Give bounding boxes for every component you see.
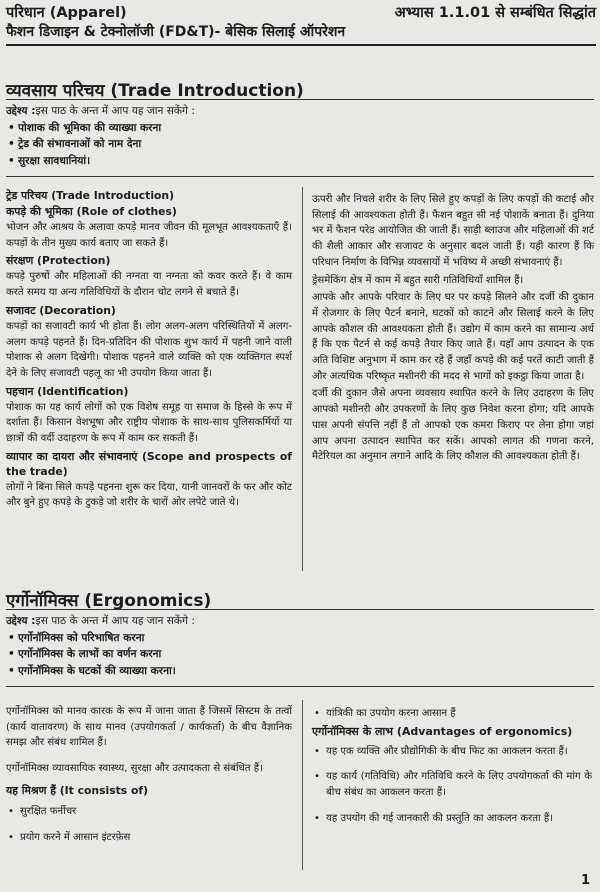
list-item: • यह कार्य (गतिविधि) और गतिविधि करने के लिए उपयोगकर्ता की मांग के बीच संबंध का आकलन करता हैं। — [312, 769, 592, 800]
list-item: • एर्गोनॉमिक्स के घटकों की व्याख्या करना। — [8, 663, 592, 680]
list-item: • पोशाक की भूमिका की व्याख्या करना — [8, 120, 592, 137]
heading-role-of-clothes: कपड़े की भूमिका (Role of clothes) — [6, 205, 177, 218]
paragraph-dressmaking: ड्रेसमेकिंग क्षेत्र में काम में बहुत सारी गतिविधियाँ शामिल हैं। — [312, 274, 524, 286]
mechanics-list — [312, 706, 592, 722]
course-title: फैशन डिजाइन & टेक्नोलॉजी (FD&T)- बेसिक सिलाई ऑपरेशन — [6, 24, 346, 40]
paragraph-identification: पोशाक का यह कार्य लोगों को एक विशेष समूह या समाज के हिस्से के रूप में दर्शाता हैं। किसान वेशभूषा और राष्ट्रीय पोशाक के साथ-साथ पुलिसकर्मियों या छात्रों की वर्दी उदाहरण के रूप में काम कर सकती हैं। — [6, 401, 292, 445]
objective-intro-text: इस पाठ के अन्त में आप यह जान सकेंगे : — [35, 615, 195, 627]
objective-intro-text: इस पाठ के अन्त में आप यह जान सकेंगे : — [35, 105, 195, 117]
objective-intro — [6, 613, 592, 630]
objectives-list — [6, 120, 592, 170]
paragraph-decoration: कपड़ों का सजावटी कार्य भी होता हैं। लोग अलग-अलग परिस्थितियों में अलग-अलग कपड़े पहनते हैं। दिन-प्रतिदिन की पोशाक शुभ कार्य में पहनी जाने वाली पोशाक से अलग दिखेगी। पोशाक पहनने वाले व्यक्ति को एक व्यक्तिगत स्पर्श देने के लिए सजावटी पहलू का भी उपयोग किया जाता हैं। — [6, 320, 292, 379]
heading-consists-of: यह मिश्रण हैं (It consists of) — [6, 783, 149, 797]
section-title-trade-introduction: व्यवसाय परिचय (Trade Introduction) — [6, 81, 304, 101]
list-item: • यांत्रिकी का उपयोग करना आसान हैं — [312, 706, 592, 722]
list-item: • एर्गोनॉमिक्स को परिभाषित करना — [8, 630, 592, 647]
paragraph-skills: आपके और आपके परिवार के लिए घर पर कपड़े सिलने और दर्जी की दुकान में रोजगार के लिए पैटर्न बनाने, घटकों को काटने और सिलाई करने के लिए आपके कौशल की आवश्यकता होती हैं। उद्योग में काम करने का सामान्य अर्थ हैं कि एक पैटर्न से कई कपड़े तैयार किए जाते हैं। यहाँ आप उत्पादन के एक अति विशिष्ट अनुभाग में काम कर रहे हैं जहाँ कपड़े की कई परतें काटी जाती हैं और अत्यधिक परिष्कृत मशीनरी की मदद से भागों को इकट्ठा किया जाता है। — [312, 292, 594, 382]
section-title-ergonomics: एर्गोनॉमिक्स (Ergonomics) — [6, 591, 212, 611]
paragraph-ergonomics-definition: एर्गोनॉमिक्स को मानव कारक के रूप में जाना जाता हैं जिसमें सिस्टम के तत्वों (कार्य वातावरण) के साथ मानव (उपयोगकर्ता / कार्यकर्ता) के बीच वैज्ञानिक समझ और संबंध शामिल हैं। — [6, 706, 292, 749]
paragraph-fashion: ऊपरी और निचले शरीर के लिए सिले हुए कपड़ों के लिए कपड़ों की कटाई और सिलाई की आवश्यकता होती हैं। फैशन बहुत सी नई पोशाकें बनाता हैं। दुनिया भर में फैशन परेड आयोजित की जाती हैं। साड़ी ब्लाउज और महिलाओं की शर्ट की शैली आकार और सजावट के अनुसार बदल जाती हैं। यही कारण हैं कि परिधान निर्माण के विभिन्न व्यवसायों में भविष्य में अच्छी संभावनाएं हैं। — [312, 194, 594, 268]
left-column-ergonomics — [6, 704, 292, 855]
list-item: • यह एक व्यक्ति और प्रौद्योगिकी के बीच फिट का आकलन करता हैं। — [312, 744, 592, 760]
objectives-box — [6, 103, 592, 169]
paragraph-role: भोजन और आश्रय के अलावा कपड़े मानव जीवन की मूलभूत आवश्यकताएँ हैं। कपड़ों के तीन मुख्य कार्य बताए जा सकते हैं। — [6, 222, 292, 249]
section-divider — [6, 176, 594, 177]
paragraph-ergonomics-health: एर्गोनॉमिक्स व्यावसायिक स्वास्थ्य, सुरक्षा और उत्पादकता से संबंधित हैं। — [6, 763, 263, 775]
heading-decoration: सजावट (Decoration) — [6, 303, 116, 317]
objective-label: उद्देश्य : — [6, 615, 36, 627]
exercise-reference: अभ्यास 1.1.01 से सम्बंधित सिद्धांत — [394, 5, 596, 21]
paragraph-business: दर्जी की दुकान जैसे अपना व्यवसाय स्थापित करने के लिए उदाहरण के लिए आपको मशीनरी और उपकरणों के लिए कुछ निवेश करना होगा; यदि आपके पास अपनी संपत्ति नहीं हैं तो आपको एक कमरा किराए पर लेना होगा जहां आप अपना उत्पादन स्थापित कर सकें। आपको लागत की गणना करने, मैटेरियल का अनुमान लगाने आदि के लिए कौशल की आवश्यकता होती हैं। — [312, 388, 594, 463]
column-separator — [302, 187, 303, 571]
section-divider — [6, 99, 594, 100]
heading-scope: व्यापार का दायरा और संभावनाएं (Scope and prospects of the trade) — [6, 449, 292, 478]
list-item: • सुरक्षित फर्नीचर — [6, 804, 292, 820]
heading-advantages: एर्गोनॉमिक्स के लाभ (Advantages of ergonomics) — [312, 724, 573, 738]
page-number: 1 — [580, 873, 590, 888]
advantages-list — [312, 744, 592, 827]
subject-title: परिधान (Apparel) — [6, 5, 127, 21]
heading-protection: संरक्षण (Protection) — [6, 254, 111, 268]
paragraph-protection: कपड़े पुरुषों और महिलाओं की नग्नता या नग्नता को कवर करते हैं। वे काम करते समय या अन्य गतिविधियों के दौरान चोट लगने से बचाते हैं। — [6, 271, 292, 299]
column-separator — [302, 700, 303, 870]
list-item: • सुरक्षा सावधानियां। — [8, 153, 592, 170]
section-divider — [6, 686, 594, 687]
list-item: • प्रयोग करने में आसान इंटरफ़ेस — [6, 830, 292, 846]
objectives-box — [6, 613, 592, 679]
right-column — [312, 192, 594, 467]
left-column — [6, 187, 292, 513]
paragraph-scope: लोगों ने बिना सिले कपड़े पहनना शुरू कर दिया, यानी जानवरों के फर और कोट और बुने हुए कपड़े के टुकड़े जो शरीर के चारों ओर लपेटे जाते थे। — [6, 481, 292, 509]
objective-label: उद्देश्य : — [6, 105, 36, 117]
list-item: • एर्गोनॉमिक्स के लाभों का वर्णन करना — [8, 646, 592, 663]
right-column-ergonomics — [312, 704, 592, 837]
heading-identification: पहचान (Identification) — [6, 384, 129, 398]
heading-trade-introduction: ट्रेड परिचय (Trade Introduction) — [6, 189, 175, 202]
list-item: • यह उपयोग की गई जानकारी की प्रस्तुति का आकलन करता हैं। — [312, 811, 592, 827]
consists-list — [6, 804, 292, 845]
header-divider — [6, 44, 596, 46]
objectives-list — [6, 630, 592, 680]
list-item: • ट्रेड की संभावनाओं को नाम देना — [8, 136, 592, 153]
section-divider — [6, 609, 594, 610]
objective-intro — [6, 103, 592, 120]
